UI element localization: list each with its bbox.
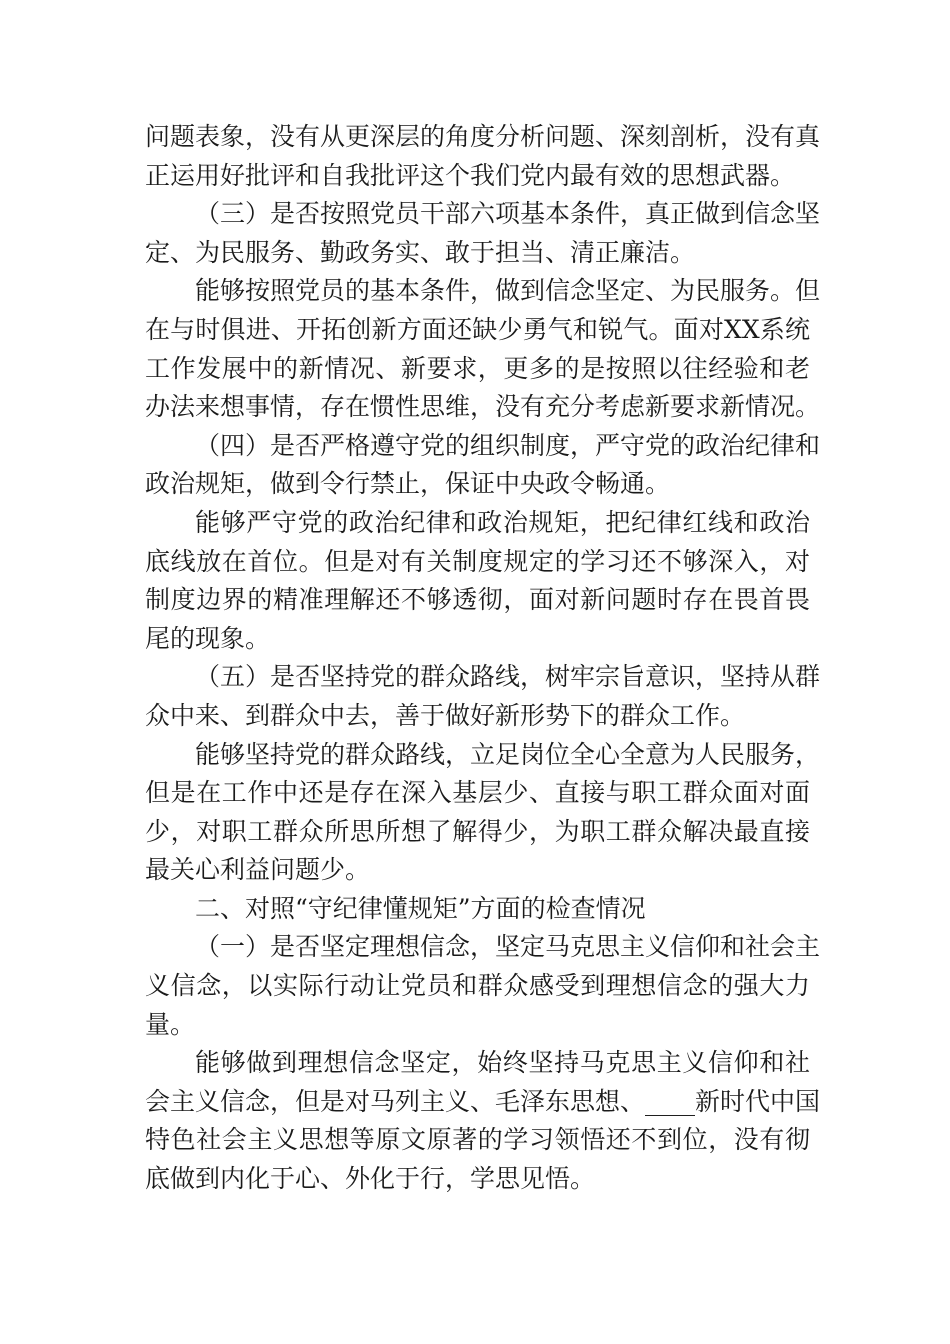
text-line: 底做到内化于心、外化于行，学思见悟。 — [145, 1164, 596, 1194]
section-heading: 二、对照“守纪律懂规矩”方面的检查情况 — [195, 893, 646, 923]
text-line: 能够按照党员的基本条件，做到信念坚定、为民服务。但 — [195, 276, 821, 306]
text-line: 问题表象，没有从更深层的角度分析问题、深刻剖析，没有真 — [145, 122, 821, 151]
text-line: 特色社会主义思想等原文原著的学习领悟还不到位，没有彻 — [145, 1125, 810, 1155]
text-line: 制度边界的精准理解还不够透彻，面对新问题时存在畏首畏 — [145, 585, 810, 615]
text-line: 底线放在首位。但是对有关制度规定的学习还不够深入，对 — [145, 546, 810, 576]
text-line: （三）是否按照党员干部六项基本条件，真正做到信念坚 — [195, 199, 821, 229]
text-line: （四）是否严格遵守党的组织制度，严守党的政治纪律和 — [195, 430, 821, 460]
text-line: 能够做到理想信念坚定，始终坚持马克思主义信仰和社 — [195, 1048, 810, 1078]
text-line: 定、为民服务、勤政务实、敢于担当、清正廉洁。 — [145, 237, 696, 267]
text-line: 但是在工作中还是存在深入基层少、直接与职工群众面对面 — [145, 778, 810, 808]
text-line: 会主义信念，但是对马列主义、毛泽东思想、____新时代中国 — [145, 1086, 821, 1116]
text-line: 工作发展中的新情况、新要求，更多的是按照以往经验和老 — [145, 353, 810, 383]
text-line: 众中来、到群众中去，善于做好新形势下的群众工作。 — [145, 700, 746, 730]
text-line: 在与时俱进、开拓创新方面还缺少勇气和锐气。面对XX系统 — [145, 314, 810, 344]
text-line: 少，对职工群众所思所想了解得少，为职工群众解决最直接 — [145, 816, 810, 846]
text-line: 办法来想事情，存在惯性思维，没有充分考虑新要求新情况。 — [145, 392, 821, 422]
text-line: （一）是否坚定理想信念，坚定马克思主义信仰和社会主 — [195, 932, 821, 962]
text-line: 政治规矩，做到令行禁止，保证中央政令畅通。 — [145, 469, 671, 499]
text-line: 尾的现象。 — [145, 623, 271, 653]
text-line: 最关心利益问题少。 — [145, 855, 371, 885]
text-line: （五）是否坚持党的群众路线，树牢宗旨意识，坚持从群 — [195, 662, 821, 692]
text-line: 义信念，以实际行动让党员和群众感受到理想信念的强大力 — [145, 971, 810, 1001]
document-body — [145, 118, 821, 1199]
text-line: 量。 — [145, 1009, 196, 1039]
text-line: 能够严守党的政治纪律和政治规矩，把纪律红线和政治 — [195, 507, 810, 537]
text-line: 正运用好批评和自我批评这个我们党内最有效的思想武器。 — [145, 160, 796, 190]
text-line: 能够坚持党的群众路线，立足岗位全心全意为人民服务， — [195, 739, 821, 769]
